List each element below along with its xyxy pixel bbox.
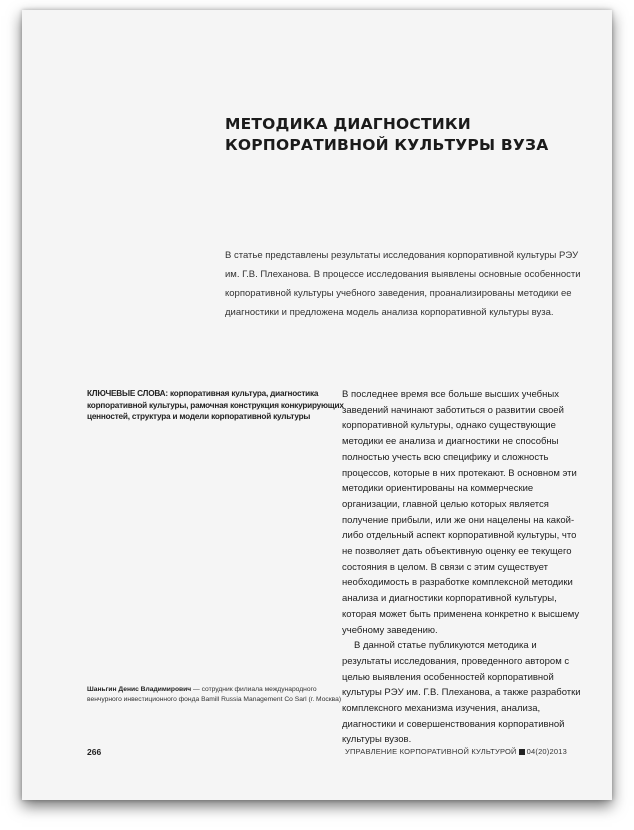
square-separator-icon [519, 749, 525, 755]
running-footer [345, 747, 567, 756]
document-page [22, 10, 612, 800]
author-note [87, 685, 347, 705]
body-paragraph: В данной статье публикуются методика и результаты исследования, проведенного автором с целью выявления особенностей корпоративной культуры РЭУ им. Г.В. Плеханова, а также разработки комплексного механизма изучения, анализа, диагностики и совершенствования корпоративной культуры вузов. [342, 640, 581, 746]
page-number: 266 [87, 747, 102, 757]
keywords: КЛЮЧЕВЫЕ СЛОВА: корпоративная культура, диагностика корпоративной культуры, рамочная конструкция конкурирующих ценностей, структура и модели корпоративной культуры [87, 389, 344, 421]
body-paragraph: В последнее время все больше высших учебных заведений начинают заботиться о развитии своей корпоративной культуры, однако существующие методики ее анализа и диагностики не способны полностью учесть всю специфику и сложность процессов, которые в них протекают. В основном эти методики ориентированы на коммерческие организации, главной целью которых является получение прибыли, или же они нацелены на какой-либо отдельный аспект корпоративной культуры, что не позволяет дать объективную оценку ее текущего состояния в целом. В связи с этим существует необходимость в разработке комплексной методики анализа и диагностики корпоративной культуры, которая может быть применена конкретно к высшему учебному заведению. [342, 389, 580, 636]
issue-number: 04(20)2013 [526, 747, 567, 756]
journal-name: УПРАВЛЕНИЕ КОРПОРАТИВНОЙ КУЛЬТУРОЙ [345, 747, 517, 756]
article-body [342, 387, 588, 748]
article-abstract: В статье представлены результаты исследования корпоративной культуры РЭУ им. Г.В. Плеханова. В процессе исследования выявлены основные особенности корпоративной культуры учебного заведения, проанализированы методики ее диагностики и предложена модель анализа корпоративной культуры вуза. [225, 250, 581, 318]
author-name: Шаньгин Денис Владимирович [87, 686, 192, 693]
author-affiliation: — сотрудник филиала международного венчурного инвестиционного фонда Bamill Russia Management Co Sarl (г. Москва) [87, 686, 342, 703]
article-title: МЕТОДИКА ДИАГНОСТИКИ КОРПОРАТИВНОЙ КУЛЬТУРЫ ВУЗА [225, 115, 549, 154]
